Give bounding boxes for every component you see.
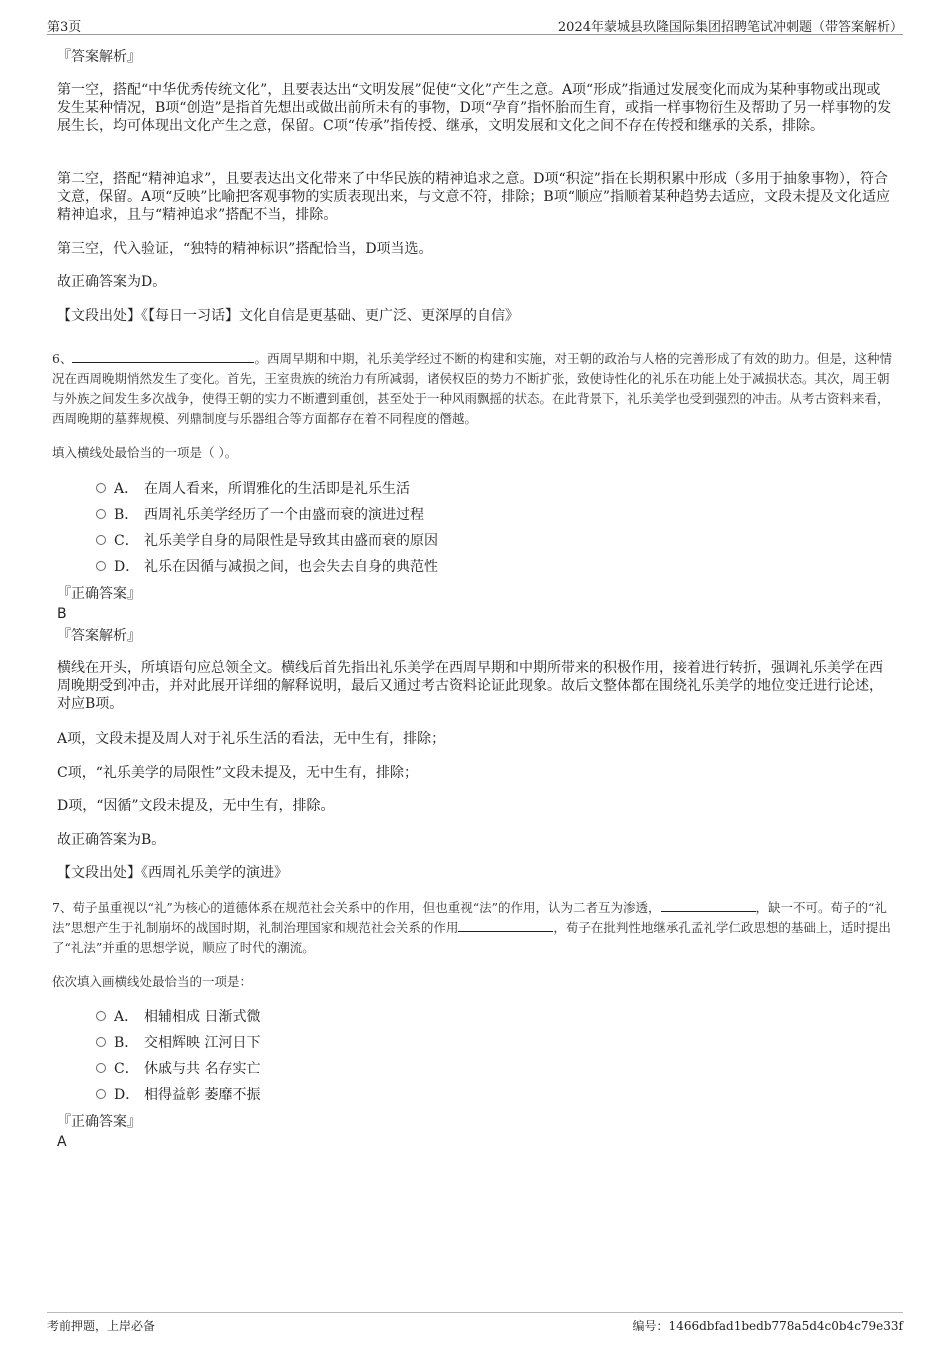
q7-option-a[interactable]: A． 相辅相成 日渐式微: [96, 1008, 260, 1026]
q6-answer: B: [57, 606, 67, 622]
footer-code: 编号：1466dbfad1bedb778a5d4c0b4c79e33f: [632, 1319, 903, 1333]
page-header: [47, 14, 903, 35]
q5-source: 【文段出处】《【每日一习话】文化自信是更基础、更广泛、更深厚的自信》: [57, 308, 519, 324]
radio-icon[interactable]: [96, 1089, 106, 1099]
q7-option-b[interactable]: B． 交相辉映 江河日下: [96, 1034, 260, 1052]
footer-slogan: 考前押题，上岸必备: [47, 1319, 156, 1333]
q6-prompt: 填入横线处最恰当的一项是（ ）。: [52, 445, 238, 460]
q6-source: 【文段出处】《西周礼乐美学的演进》: [57, 865, 288, 881]
q6-text: 。西周早期和中期，礼乐美学经过不断的构建和实施，对王朝的政治与人格的完善形成了有效的助力。但是，这种情况在西周晚期悄然发生了变化。首先，王室贵族的统治力有所减弱，诸侯权臣的势力不断扩张，致使诗性化的礼乐在功能上处于减损状态。其次，周王朝与外族之间发生多次战争，使得王朝的实力不断遭到重创，甚至处于一种风雨飘摇的状态。在此背景下，礼乐美学也受到强烈的冲击。从考古资料来看，西周晚期的墓葬规模、列鼎制度与乐器组合等方面都存在着不同程度的僭越。: [52, 351, 892, 426]
page-footer: [47, 1312, 903, 1335]
q7-answer-title: 『正确答案』: [57, 1114, 141, 1130]
q7-prompt: 依次填入画横线处最恰当的一项是：: [52, 974, 253, 989]
q7-answer: A: [57, 1134, 67, 1150]
page-number: 第3页: [47, 20, 82, 35]
q6-blank: [72, 350, 254, 363]
q5-analysis-p2: 第二空，搭配“精神追求”，且要表达出文化带来了中华民族的精神追求之意。D项“积淀”指在长期积累中形成（多用于抽象事物），符合文意，保留。A项“反映”比喻把客观事物的实质表现出来，与文意不符，排除；B项“顺应”指顺着某种趋势去适应，文段未提及文化适应精神追求，且与“精神追求”搭配不当，排除。: [57, 171, 891, 223]
document-title: 2024年蒙城县玖隆国际集团招聘笔试冲刺题（带答案解析）: [557, 20, 903, 35]
q7-blank-2: [458, 919, 553, 932]
q7-option-c[interactable]: C． 休戚与共 名存实亡: [96, 1060, 260, 1078]
q5-analysis-p4: 故正确答案为D。: [57, 274, 167, 290]
q6-option-b[interactable]: B． 西周礼乐美学经历了一个由盛而衰的演进过程: [96, 506, 424, 524]
q6-analysis-p5: 故正确答案为B。: [57, 832, 166, 848]
radio-icon[interactable]: [96, 509, 106, 519]
q6-question: [52, 349, 897, 429]
q7-option-d[interactable]: D． 相得益彰 萎靡不振: [96, 1086, 260, 1104]
q6-answer-title: 『正确答案』: [57, 586, 141, 602]
q7-question: 7、荀子虽重视以“礼”为核心的道德体系在规范社会关系中的作用，但也重视“法”的作用，认为二者互为渗透， ，缺一不可。荀子的“礼法”思想产生于礼制崩坏的战国时期，礼制治理国家和规范社会关系的作用 ，荀子在批判性地继承孔孟礼学仁政思想的基础上，适时提出了“礼法”并重的思想学说，顺应了时代的潮流。: [52, 900, 891, 955]
radio-icon[interactable]: [96, 1011, 106, 1021]
q6-option-c[interactable]: C． 礼乐美学自身的局限性是导致其由盛而衰的原因: [96, 532, 438, 550]
q5-analysis-p3: 第三空，代入验证，“独特的精神标识”搭配恰当，D项当选。: [57, 241, 433, 257]
radio-icon[interactable]: [96, 1037, 106, 1047]
radio-icon[interactable]: [96, 483, 106, 493]
q6-analysis-p4: D项，“因循”文段未提及，无中生有，排除。: [57, 798, 335, 814]
radio-icon[interactable]: [96, 1063, 106, 1073]
q6-analysis-p1: 横线在开头，所填语句应总领全文。横线后首先指出礼乐美学在西周早期和中期所带来的积极作用，接着进行转折，强调礼乐美学在西周晚期受到冲击，并对此展开详细的解释说明，最后又通过考古资料论证此现象。故后文整体都在围绕礼乐美学的地位变迁进行论述，对应B项。: [57, 660, 883, 712]
q6-number: 6、: [52, 351, 73, 366]
q6-option-d[interactable]: D． 礼乐在因循与减损之间，也会失去自身的典范性: [96, 558, 438, 576]
q5-analysis-title: 『答案解析』: [57, 49, 141, 65]
q6-analysis-title: 『答案解析』: [57, 628, 141, 644]
q7-blank-1: [661, 899, 756, 912]
q6-analysis-p3: C项，“礼乐美学的局限性”文段未提及，无中生有，排除；: [57, 765, 419, 781]
radio-icon[interactable]: [96, 535, 106, 545]
q6-analysis-p2: A项，文段未提及周人对于礼乐生活的看法，无中生有，排除；: [57, 731, 446, 747]
q6-option-a[interactable]: A． 在周人看来，所谓雅化的生活即是礼乐生活: [96, 480, 410, 498]
q5-analysis-p1: 第一空，搭配“中华优秀传统文化”，且要表达出“文明发展”促使“文化”产生之意。A项“形成”指通过发展变化而成为某种事物或出现或发生某种情况，B项“创造”是指首先想出或做出前所未有的事物，D项“孕育”指怀胎而生育，或指一样事物衍生及帮助了另一样事物的发展生长，均可体现出文化产生之意，保留。C项“传承”指传授、继承，文明发展和文化之间不存在传授和继承的关系，排除。: [57, 82, 892, 134]
radio-icon[interactable]: [96, 561, 106, 571]
